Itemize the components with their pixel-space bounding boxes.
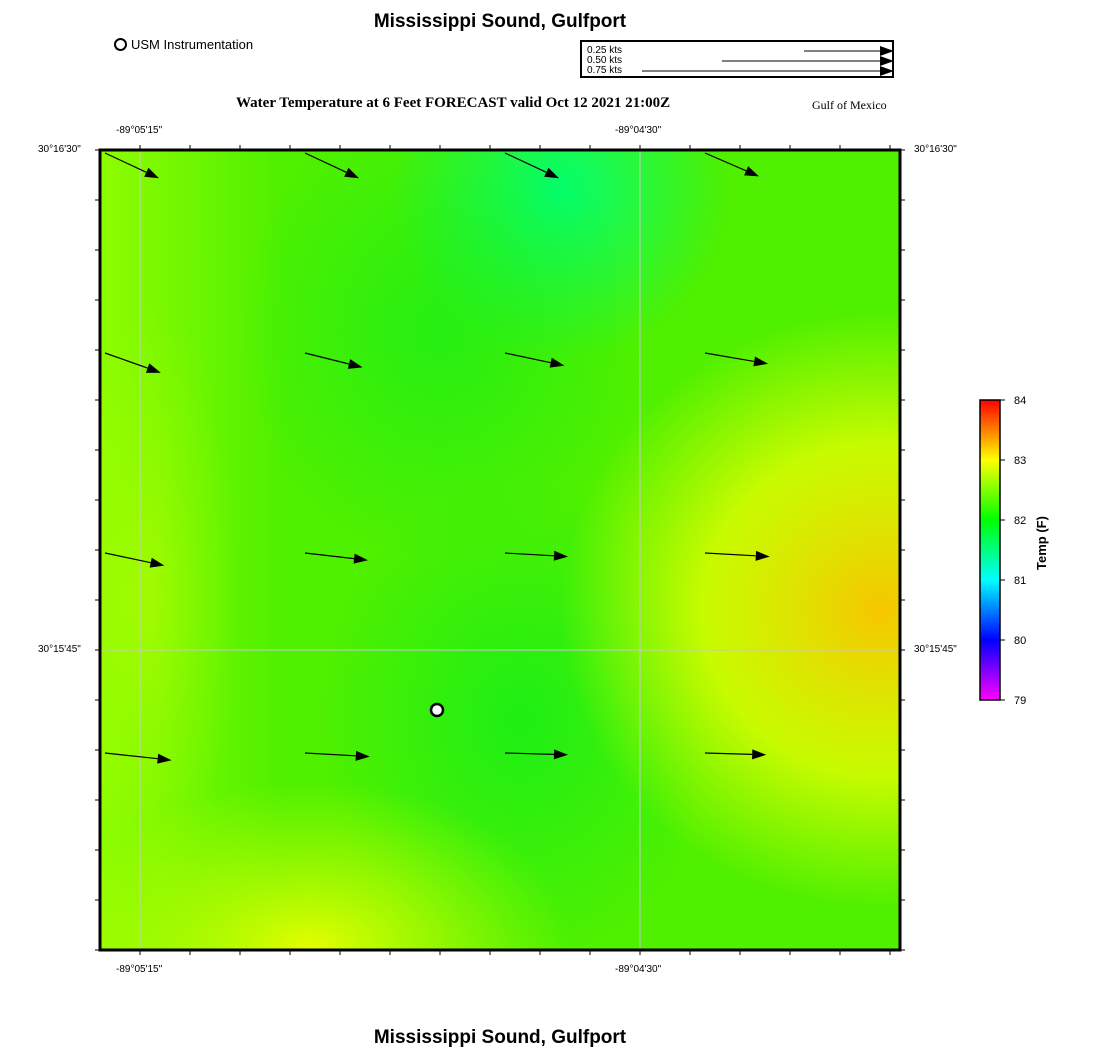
colorbar-title: Temp (F) [1034, 516, 1049, 570]
colorbar [980, 395, 1026, 707]
temperature-field [50, 20, 1100, 1050]
vector-scale-label-1: 0.25 kts [587, 45, 623, 56]
colorbar-tick-label: 79 [1014, 695, 1027, 707]
map-title: Mississippi Sound, Gulfport [373, 11, 627, 32]
lat-label-right-1: 30°16'30" [914, 144, 957, 155]
lon-label-bottom-1: -89°05'15" [116, 964, 163, 975]
colorbar-tick-label: 84 [1014, 395, 1027, 407]
usm-station [431, 704, 443, 716]
colorbar-tick-label: 81 [1014, 575, 1027, 587]
station-legend-label: USM Instrumentation [131, 37, 254, 52]
lon-label-top-1: -89°05'15" [116, 125, 163, 136]
lat-label-left-2: 30°15'45" [38, 644, 81, 655]
map-subtitle: Water Temperature at 6 Feet FORECAST valid Oct 12 2021 21:00Z [236, 95, 671, 111]
lon-label-top-2: -89°04'30" [615, 125, 662, 136]
region-label: Gulf of Mexico [812, 98, 887, 112]
colorbar-tick-label: 83 [1014, 455, 1027, 467]
vector-scale-label-3: 0.75 kts [587, 65, 623, 76]
vector-scale-label-2: 0.50 kts [587, 55, 623, 66]
colorbar-ramp [980, 400, 1000, 700]
map-footer-title: Mississippi Sound, Gulfport [373, 1027, 627, 1048]
lon-label-bottom-2: -89°04'30" [615, 964, 662, 975]
colorbar-tick-label: 80 [1014, 635, 1027, 647]
colorbar-tick-label: 82 [1014, 515, 1027, 527]
lat-label-left-1: 30°16'30" [38, 144, 81, 155]
lat-label-right-2: 30°15'45" [914, 644, 957, 655]
